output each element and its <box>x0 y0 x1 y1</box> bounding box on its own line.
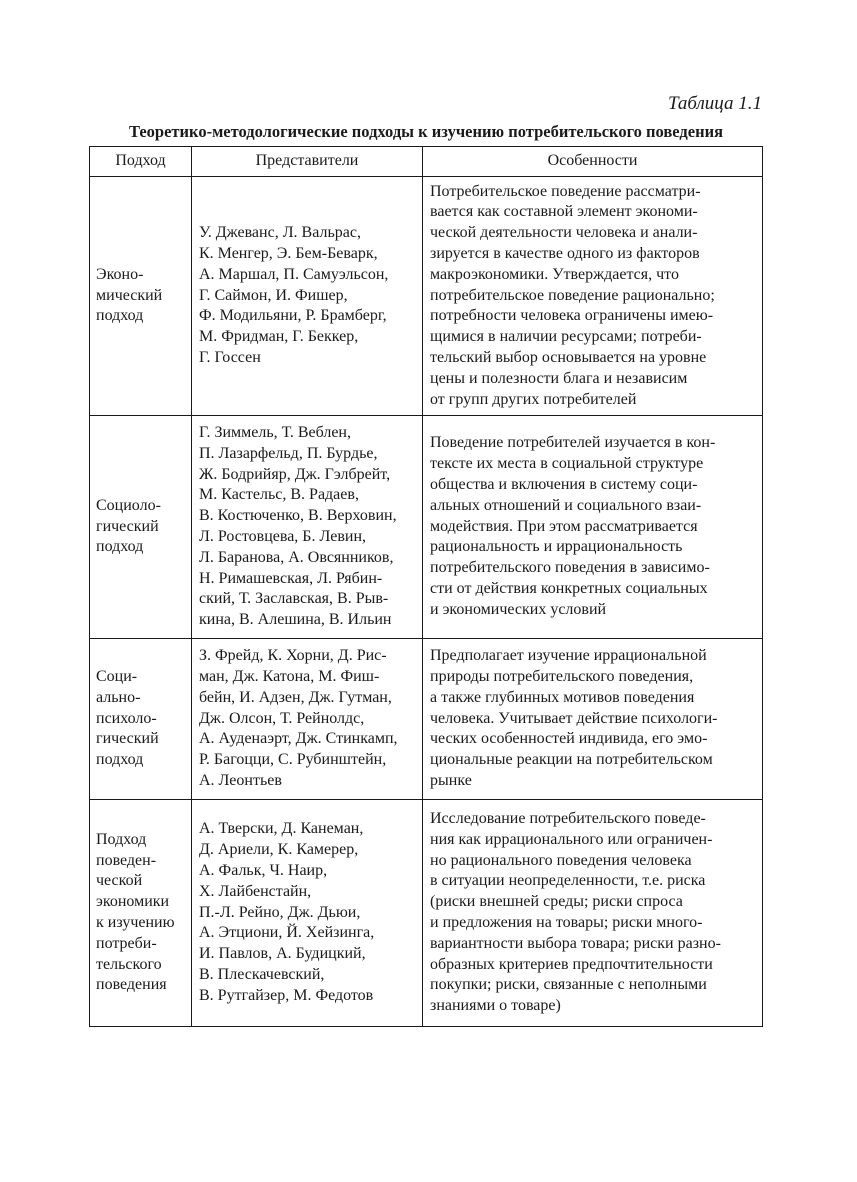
cell-line: И. Павлов, А. Будицкий, <box>199 945 366 963</box>
cell-line: к изучению <box>96 914 175 931</box>
cell-line: экономики <box>96 893 170 911</box>
header-features: Особенности <box>423 147 763 177</box>
cell-line: вариантности выбора товара; риски разно- <box>430 934 721 952</box>
cell-line: А. Маршал, П. Самуэльсон, <box>199 265 389 283</box>
cell-line: сти от действия конкретных социальных <box>430 579 708 597</box>
approaches-table <box>89 146 763 1027</box>
cell-line: Исследование потребительского поведе- <box>430 810 706 828</box>
cell-line: потребительское поведение рационально; <box>430 286 715 304</box>
cell-line: но рационального поведения человека <box>430 851 692 869</box>
cell-line: тельского <box>96 955 162 973</box>
cell-line: психоло- <box>96 709 157 727</box>
cell-line: Р. Багоцци, С. Рубинштейн, <box>199 751 387 769</box>
table-row <box>90 800 763 1027</box>
cell-line: ческой <box>96 872 143 890</box>
cell-line: А. Ауденаэрт, Дж. Стинкамп, <box>199 730 398 748</box>
cell-line: Эконо- <box>96 265 144 283</box>
table-row <box>90 639 763 800</box>
cell-line: мический <box>96 286 163 304</box>
cell-line: цены и полезности блага и независим <box>430 369 688 387</box>
representatives-cell <box>192 639 423 800</box>
cell-line: Дж. Олсон, Т. Рейнолдс, <box>199 709 365 727</box>
cell-line: Предполагает изучение иррациональной <box>430 647 707 665</box>
cell-line: ческой деятельности человека и анали- <box>430 224 698 242</box>
cell-line: Г. Зиммель, Т. Веблен, <box>199 424 351 442</box>
cell-line: (риски внешней среды; риски спроса <box>430 893 683 911</box>
features-cell <box>423 177 763 416</box>
cell-line: ния как иррационального или ограничен- <box>430 830 713 848</box>
cell-line: Л. Баранова, А. Овсянников, <box>199 548 394 566</box>
cell-line: Ф. Модильяни, Р. Брамберг, <box>199 307 387 325</box>
cell-line: макроэкономики. Утверждается, что <box>430 265 679 283</box>
cell-line: Ж. Бодрийяр, Дж. Гэлбрейт, <box>199 465 391 483</box>
cell-line: В. Рутгайзер, М. Федотов <box>199 986 374 1004</box>
cell-line: потребности человека ограничены имею- <box>430 307 714 325</box>
cell-line: Соци- <box>96 668 138 685</box>
cell-line: человека. Учитывает действие психологи- <box>430 709 718 727</box>
cell-line: ческих особенностей индивида, его эмо- <box>430 730 708 748</box>
approach-cell <box>90 800 192 1027</box>
approach-cell <box>90 177 192 416</box>
cell-line: Подход <box>96 830 147 848</box>
cell-line: Потребительское поведение рассматри- <box>430 182 701 200</box>
cell-line: рациональность и иррациональность <box>430 538 683 556</box>
cell-line: бейн, И. Адзен, Дж. Гутман, <box>199 688 392 706</box>
cell-line: А. Тверски, Д. Канеман, <box>199 820 364 838</box>
cell-line: потребительского поведения в зависимо- <box>430 559 710 577</box>
features-cell <box>423 800 763 1027</box>
table-row <box>90 177 763 416</box>
cell-line: поведен- <box>96 851 157 869</box>
cell-line: ский, Т. Заславская, В. Рыв- <box>199 590 389 608</box>
cell-line: Л. Ростовцева, Б. Левин, <box>199 528 367 545</box>
cell-line: тельский выбор основывается на уровне <box>430 348 707 366</box>
cell-line: А. Леонтьев <box>199 771 282 789</box>
cell-line: знаниями о товаре) <box>430 997 561 1015</box>
cell-line: Г. Госсен <box>199 348 261 366</box>
cell-line: рынке <box>430 771 472 789</box>
cell-line: М. Кастельс, В. Радаев, <box>199 486 359 504</box>
cell-line: гический <box>96 730 159 748</box>
cell-line: и предложения на товары; риски много- <box>430 914 703 931</box>
cell-line: щимися в наличии ресурсами; потреби- <box>430 328 702 346</box>
cell-line: подход <box>96 538 144 556</box>
cell-line: Х. Лайбенстайн, <box>199 882 312 900</box>
cell-line: зируется в качестве одного из факторов <box>430 245 700 262</box>
cell-line: альных отношений и социального взаи- <box>430 496 702 514</box>
cell-line: М. Фридман, Г. Беккер, <box>199 328 359 346</box>
cell-line: потреби- <box>96 934 157 952</box>
cell-line: общества и включения в систему соци- <box>430 476 698 493</box>
cell-line: Г. Саймон, И. Фишер, <box>199 286 348 304</box>
cell-line: К. Менгер, Э. Бем-Беварк, <box>199 245 378 262</box>
cell-line: кина, В. Алешина, В. Ильин <box>199 611 392 629</box>
representatives-cell <box>192 416 423 639</box>
cell-line: образных критериев предпочтительности <box>430 955 713 973</box>
header-approach: Подход <box>90 147 192 177</box>
cell-line: В. Костюченко, В. Верховин, <box>199 507 397 525</box>
cell-line: модействия. При этом рассматривается <box>430 517 698 535</box>
cell-line: природы потребительского поведения, <box>430 668 694 685</box>
table-caption: Таблица 1.1 <box>668 93 762 114</box>
features-cell <box>423 639 763 800</box>
cell-line: в ситуации неопределенности, т.е. риска <box>430 872 706 890</box>
cell-line: циональные реакции на потребительском <box>430 751 713 769</box>
cell-line: ман, Дж. Катона, М. Фиш- <box>199 668 380 685</box>
cell-line: А. Фальк, Ч. Наир, <box>199 862 328 879</box>
cell-line: тексте их места в социальной структуре <box>430 455 704 473</box>
cell-line: подход <box>96 751 144 769</box>
cell-line: и экономических условий <box>430 600 607 618</box>
cell-line: поведения <box>96 976 167 994</box>
cell-line: А. Этциони, Й. Хейзинга, <box>199 924 375 942</box>
approach-cell <box>90 416 192 639</box>
header-representatives: Представители <box>192 147 423 177</box>
cell-line: гический <box>96 517 159 535</box>
representatives-cell <box>192 177 423 416</box>
table-header-row <box>90 147 763 177</box>
cell-line: Н. Римашевская, Л. Рябин- <box>199 569 383 587</box>
table-title: Теоретико-методологические подходы к изучению потребительского поведения <box>128 122 724 141</box>
features-cell <box>423 416 763 639</box>
cell-line: покупки; риски, связанные с неполными <box>430 976 707 994</box>
cell-line: подход <box>96 307 144 325</box>
cell-line: вается как составной элемент экономи- <box>430 203 698 221</box>
approach-cell <box>90 639 192 800</box>
table-row <box>90 416 763 639</box>
representatives-cell <box>192 800 423 1027</box>
cell-line: Поведение потребителей изучается в кон- <box>430 434 716 452</box>
cell-line: П. Лазарфельд, П. Бурдье, <box>199 444 378 462</box>
cell-line: ально- <box>96 688 141 706</box>
cell-line: В. Плескачевский, <box>199 965 325 983</box>
cell-line: а также глубинных мотивов поведения <box>430 688 695 706</box>
cell-line: Социоло- <box>96 496 161 514</box>
cell-line: У. Джеванс, Л. Вальрас, <box>199 224 361 242</box>
cell-line: З. Фрейд, К. Хорни, Д. Рис- <box>199 647 387 665</box>
cell-line: Д. Ариели, К. Камерер, <box>199 841 359 859</box>
cell-line: П.-Л. Рейно, Дж. Дьюи, <box>199 903 361 921</box>
cell-line: от групп других потребителей <box>430 390 637 408</box>
